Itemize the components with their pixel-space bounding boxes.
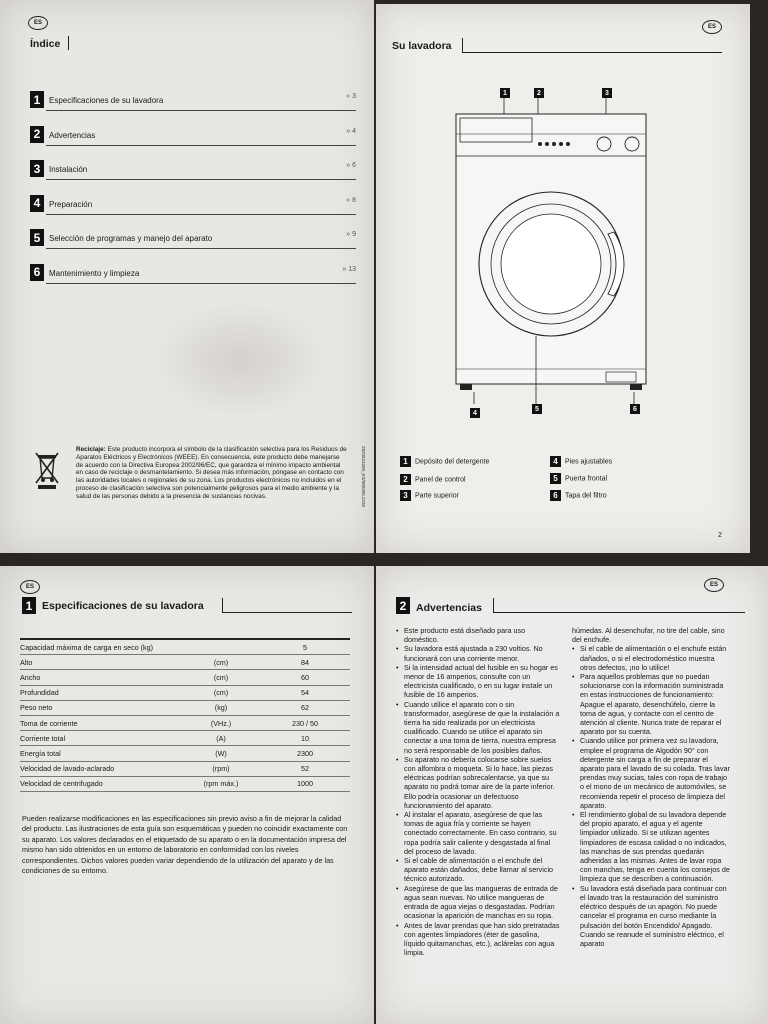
legend-item-control-panel: 2 Panel de control (400, 474, 466, 485)
legend-item-feet: 4 Pies ajustables (550, 456, 612, 467)
legend-item-top: 3 Parte superior (400, 490, 459, 501)
index-number: 2 (30, 126, 44, 143)
index-rule (46, 110, 356, 111)
section-number: 2 (396, 597, 410, 614)
legend-item-filter-cover: 6 Tapa del filtro (550, 490, 607, 501)
spec-label: Alto (20, 655, 182, 670)
table-row (20, 670, 350, 685)
spec-table (20, 640, 350, 792)
warning-item: • Si el cable de alimentación o el enchufe están dañados, o si el electrodoméstico muestra otros defectos, ¡no lo utilice! (580, 644, 732, 672)
page-title: Su lavadora (392, 40, 452, 52)
spec-unit: (W) (182, 746, 260, 761)
spec-value: 62 (260, 700, 350, 715)
index-number: 4 (30, 195, 44, 212)
spec-label: Peso neto (20, 700, 182, 715)
spec-unit: (rpm) (182, 761, 260, 776)
spec-label: Toma de corriente (20, 715, 182, 730)
language-badge: ES (28, 16, 48, 30)
spec-unit: (cm) (182, 670, 260, 685)
index-page-ref: » 8 (346, 196, 356, 204)
spec-value: 10 (260, 731, 350, 746)
index-number: 5 (30, 229, 44, 246)
spec-unit: (cm) (182, 685, 260, 700)
table-row (20, 761, 350, 776)
warnings-column-2 (572, 626, 732, 948)
spec-label: Velocidad de lavado-aclarado (20, 761, 182, 776)
spec-value: 52 (260, 761, 350, 776)
warning-item: • Si la intensidad actual del fusible en su hogar es menor de 16 amperios, consulte con un electricista cualificado, o en su lugar instale un fusible de 16 amperios. (404, 663, 561, 700)
spec-unit: (rpm máx.) (182, 776, 260, 791)
index-label: Instalación (49, 165, 88, 174)
legend-item-detergent: 1 Depósito del detergente (400, 456, 489, 467)
table-row (20, 655, 350, 670)
index-item (30, 195, 356, 215)
title-divider (462, 38, 463, 52)
title-rule (222, 612, 352, 613)
warning-item: • El rendimiento global de su lavadora depende del propio aparato, el agua y el agente limpiador utilizado. Si se utilizan agentes limpiadores de escasa calidad o no indicados, las manchas de sus prendas quedarán adheridas a las mismas. Antes de lavar ropa con manchas, tenga en cuenta los consejos de limpieza que se describen a continuación. (580, 810, 732, 884)
index-label: Especificaciones de su lavadora (49, 96, 164, 105)
spec-label: Corriente total (20, 731, 182, 746)
language-badge: ES (20, 580, 40, 594)
index-rule (46, 248, 356, 249)
spec-label: Energía total (20, 746, 182, 761)
index-page-ref: » 6 (346, 162, 356, 169)
warning-item: • Antes de lavar prendas que han sido pretratadas con agentes limpiadores (éter de gasolina, líquido quitamanchas, etc.), aclárelas con agua limpia. (404, 921, 561, 958)
callout-2: 2 (534, 88, 544, 98)
index-item (30, 126, 356, 146)
spec-label: Profundidad (20, 685, 182, 700)
spec-value: 60 (260, 670, 350, 685)
spec-label: Ancho (20, 670, 182, 685)
spec-value: 5 (260, 640, 350, 655)
index-item (30, 91, 356, 111)
callout-6: 6 (630, 404, 640, 414)
spec-unit: (VHz.) (182, 715, 260, 730)
warning-item: • Este producto está diseñado para uso doméstico. (404, 626, 561, 644)
spec-unit (182, 640, 260, 655)
specs-page (0, 566, 374, 1024)
index-number: 3 (30, 160, 44, 177)
recycling-notice (76, 446, 348, 501)
index-page (0, 0, 374, 553)
index-page-ref: » 4 (346, 127, 356, 135)
callout-5: 5 (532, 404, 542, 414)
callout-4: 4 (470, 408, 480, 418)
spec-value: 1000 (260, 776, 350, 791)
index-rule (46, 145, 356, 146)
spec-value: 2300 (260, 746, 350, 761)
section-title: Especificaciones de su lavadora (42, 600, 204, 612)
callout-3: 3 (602, 88, 612, 98)
index-rule (46, 179, 356, 180)
page-stain (150, 300, 330, 420)
warning-item: • Asegúrese de que las mangueras de entrada de agua sean nuevas. No utilice mangueras de entrada de agua viejas o desgastadas. Podrían ocasionar la aparición de manchas en su ropa. (404, 884, 561, 921)
spec-notes: Pueden realizarse modificaciones en las especificaciones sin previo aviso a fin de mejorar la calidad del producto. Las ilustraciones de esta guía son esquemáticas y pueden no coincidir exactamente con su aparato. Los valores declarados en el etiquetado de su aparato o en la documentación impresa del mismo han sido obtenidos en un entorno de laboratorio en conformidad con los niveles correspondientes. Dichos valores pueden variar dependiendo de la utilización del aparato y de las condiciones de su entorno. (22, 814, 348, 876)
legend-item-door: 5 Puerta frontal (550, 473, 607, 484)
warning-item: • Su aparato no debería colocarse sobre suelos con alfombra o moqueta. Si lo hace, las piezas eléctricas podrían sobrecalentarse, ya que su aparato no podrá tomar aire de la parte inferior. Ello podría ocasionar un defectuoso funcionamiento del aparato. (404, 755, 561, 810)
table-row (20, 776, 350, 791)
spec-value: 84 (260, 655, 350, 670)
washer-diagram (446, 84, 686, 424)
table-row (20, 746, 350, 761)
warning-item: • Al instalar el aparato, asegúrese de que las tomas de agua fría y corriente se hayen conectado correctamente. En caso contrario, su ropa podría salir caliente y desgastada al final del proceso de lavado. (404, 810, 561, 856)
index-number: 6 (30, 264, 44, 281)
weee-bin-icon (34, 450, 60, 490)
title-rule (462, 52, 722, 53)
index-item (30, 160, 356, 180)
title-divider (493, 598, 494, 612)
recycling-body: Este producto incorpora el símbolo de la clasificación selectiva para los Residuos de Aparatos Eléctricos y Electrónicos (WEEE). En consecuencia, este producto debe manejarse de acuerdo con la Directiva Europea 2002/96/EC, que garantiza el mínimo impacto ambiental en caso de reciclaje o desmantelamiento. Si desea más información, póngase en contacto con las autoridades locales o regionales de su zona. Los productos electrónicos no incluidos en el proceso de clasificación selectiva son potencialmente peligrosos para el medio ambiente y la salud de las personas debido a la presencia de sustancias nocivas. (76, 446, 347, 500)
title-divider (222, 598, 223, 612)
warning-continuation: húmedas. Al desenchufar, no tire del cable, sino del enchufe. (572, 626, 725, 645)
spec-value: 54 (260, 685, 350, 700)
index-page-ref: » 13 (342, 265, 356, 273)
table-row (20, 731, 350, 746)
index-label: Preparación (49, 199, 93, 209)
index-label: Selección de programas y manejo del aparato (49, 234, 213, 243)
warning-item: • Cuando utilice el aparato con o sin transformador, asegúrese de que la instalación a tierra ha sido realizada por un electricista cualificado. Cuando se utilice el aparato sin conectar a una toma de tierra, nuestra empresa no será responsable de los posibles daños. (404, 700, 561, 755)
index-label: Mantenimiento y limpieza (49, 268, 140, 278)
page-title: Índice (30, 38, 61, 50)
spec-label: Capacidad máxima de carga en seco (kg) (20, 640, 182, 655)
table-row (20, 685, 350, 700)
spec-value: 230 / 50 (260, 715, 350, 730)
index-page-ref: » 3 (346, 93, 356, 100)
warning-item: • Cuando utilice por primera vez su lavadora, emplee el programa de Algodón 90° con detergente sin carga a fin de preparar el aparato para el lavado de su colada. Tras lavar prendas muy sucias, tales con ropa de trabajo o el mono de un mecánico de automóviles, se recomienda repetir el proceso de limpieza del aparato. (580, 736, 732, 810)
warning-item: • Su lavadora está ajustada a 230 voltios. No funcionará con una corriente menor. (404, 644, 561, 662)
language-badge: ES (704, 578, 724, 592)
warnings-column-1 (396, 626, 561, 957)
spec-unit: (A) (182, 731, 260, 746)
page-number: 2 (718, 532, 722, 539)
spec-label: Velocidad de centrifugado (20, 776, 182, 791)
warning-item: • Su lavadora está diseñada para continuar con el lavado tras la restauración del suministro eléctrico después de un apagón. No puede cancelar el programa en curso mediante la pulsación del botón Encendido/ Apagado. Cuando se reanude el suministro eléctrico, el aparato (580, 884, 732, 948)
index-rule (46, 214, 356, 215)
callout-1: 1 (500, 88, 510, 98)
section-title: Advertencias (416, 602, 482, 614)
index-rule (46, 283, 356, 284)
index-number: 1 (30, 91, 44, 108)
section-number: 1 (22, 597, 36, 614)
document-code: 2820523300_ES/080306.2230 (361, 446, 366, 508)
spec-unit: (kg) (182, 700, 260, 715)
index-page-ref: » 9 (346, 231, 356, 238)
language-badge: ES (702, 20, 722, 34)
index-item (30, 229, 356, 249)
title-rule (493, 612, 745, 613)
spec-unit: (cm) (182, 655, 260, 670)
table-row (20, 700, 350, 715)
index-label: Advertencias (49, 130, 96, 140)
recycling-lead: Reciclaje: (76, 446, 106, 453)
table-row (20, 715, 350, 730)
index-item (30, 264, 356, 284)
warning-item: • Para aquellos problemas que no puedan solucionarse con la información suministrada en estas instrucciones de funcionamiento: Apague el aparato, desenchúfelo, cierre la toma de agua, y contacte con el centro de atención al cliente. Nunca trate de reparar el aparato por su cuenta. (580, 672, 732, 736)
title-divider (68, 36, 69, 50)
warning-item: • Si el cable de alimentación o el enchufe del aparato están dañados, debe llamar al servicio técnico autorizado. (404, 856, 561, 884)
washer-page (376, 4, 750, 553)
table-row (20, 640, 350, 655)
